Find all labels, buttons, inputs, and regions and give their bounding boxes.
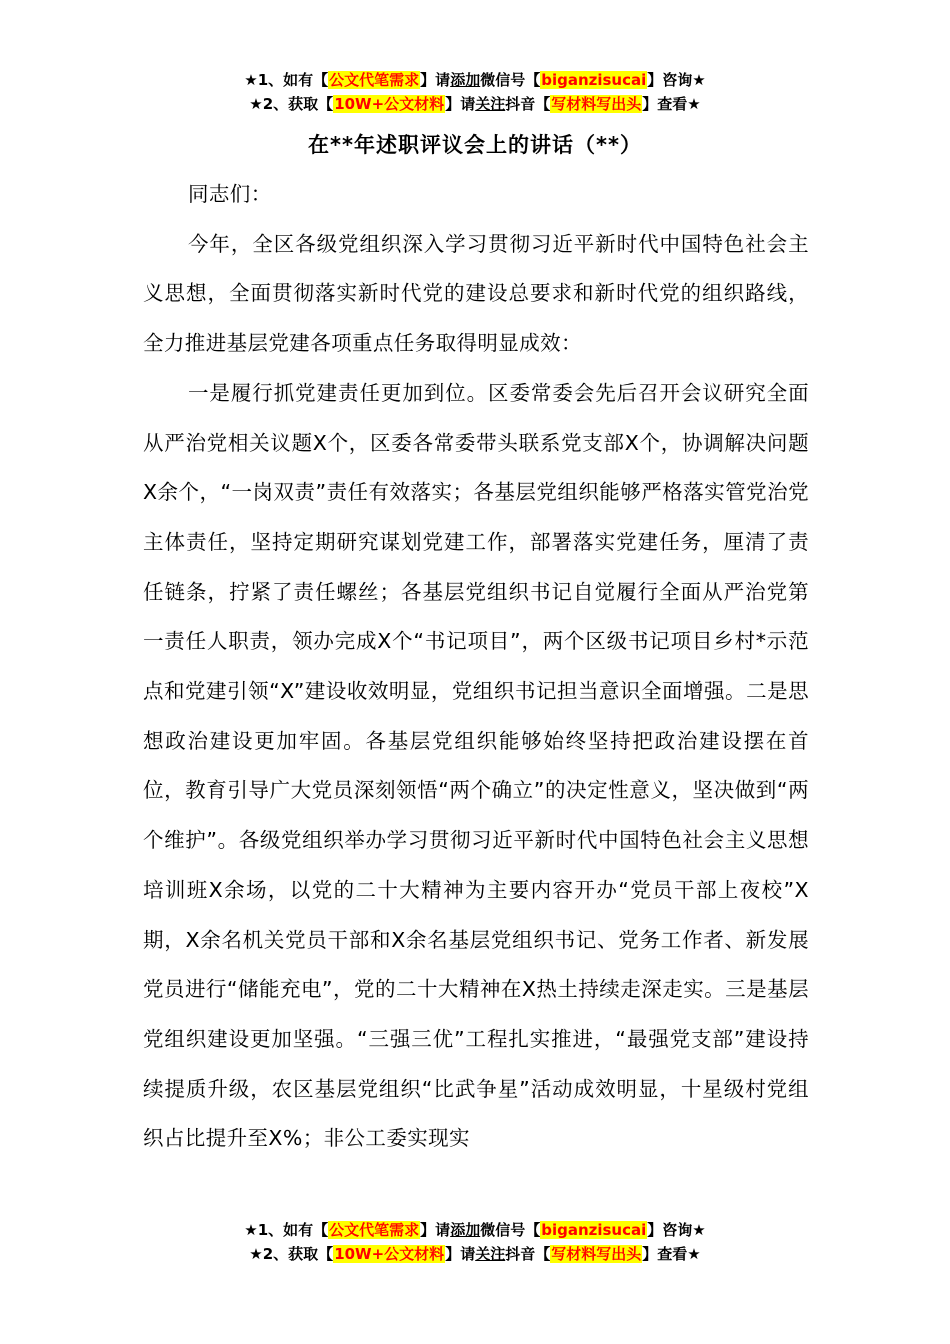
douyin-id-highlight: 写材料写出头 (551, 1245, 642, 1263)
header-promo-banner (0, 68, 950, 116)
douyin-id-highlight: 写材料写出头 (551, 95, 642, 113)
promo-highlight: 公文代笔需求 (329, 1221, 420, 1239)
paragraph: 今年，全区各级党组织深入学习贯彻习近平新时代中国特色社会主义思想，全面贯彻落实新时代党的建设总要求和新时代党的组织路线，全力推进基层党建各项重点任务取得明显成效： (143, 231, 809, 356)
promo-line-1: ★1、如有【公文代笔需求】请添加微信号【biganzisucai】咨询★ (244, 71, 706, 89)
wechat-id-highlight: biganzisucai (541, 1221, 647, 1239)
wechat-id-highlight: biganzisucai (541, 71, 647, 89)
promo-highlight: 10W+公文材料 (334, 95, 445, 113)
document-body (143, 170, 809, 1164)
promo-line-1: ★1、如有【公文代笔需求】请添加微信号【biganzisucai】咨询★ (244, 1221, 706, 1239)
promo-line-2: ★2、获取【10W+公文材料】请关注抖音【写材料写出头】查看★ (249, 95, 701, 113)
document-title: 在**年述职评议会上的讲话（**） (308, 133, 642, 157)
promo-highlight: 10W+公文材料 (334, 1245, 445, 1263)
footer-promo-banner (0, 1218, 950, 1266)
salutation: 同志们： (188, 182, 272, 206)
promo-line-2: ★2、获取【10W+公文材料】请关注抖音【写材料写出头】查看★ (249, 1245, 701, 1263)
paragraph: 一是履行抓党建责任更加到位。区委常委会先后召开会议研究全面从严治党相关议题X个，区委各常委带头联系党支部X个，协调解决问题X余个，“一岗双责”责任有效落实；各基层党组织能够严格落实管党治党主体责任，坚持定期研究谋划党建工作，部署落实党建任务，厘清了责任链条，拧紧了责任螺丝；各基层党组织书记自觉履行全面从严治党第一责任人职责，领办完成X个“书记项目”，两个区级书记项目乡村*示范点和党建引领“X”建设收效明显，党组织书记担当意识全面增强。二是思想政治建设更加牢固。各基层党组织能够始终坚持把政治建设摆在首位，教育引导广大党员深刻领悟“两个确立”的决定性意义，坚决做到“两个维护”。各级党组织举办学习贯彻习近平新时代中国特色社会主义思想培训班X余场，以党的二十大精神为主要内容开办“党员干部上夜校”X期，X余名机关党员干部和X余名基层党组织书记、党务工作者、新发展党员进行“储能充电”，党的二十大精神在X热土持续走深走实。三是基层党组织建设更加坚强。“三强三优”工程扎实推进，“最强党支部”建设持续提质升级，农区基层党组织“比武争星”活动成效明显，十星级村党组织占比提升至X%；非公工委实现实 (143, 380, 809, 1151)
promo-highlight: 公文代笔需求 (329, 71, 420, 89)
